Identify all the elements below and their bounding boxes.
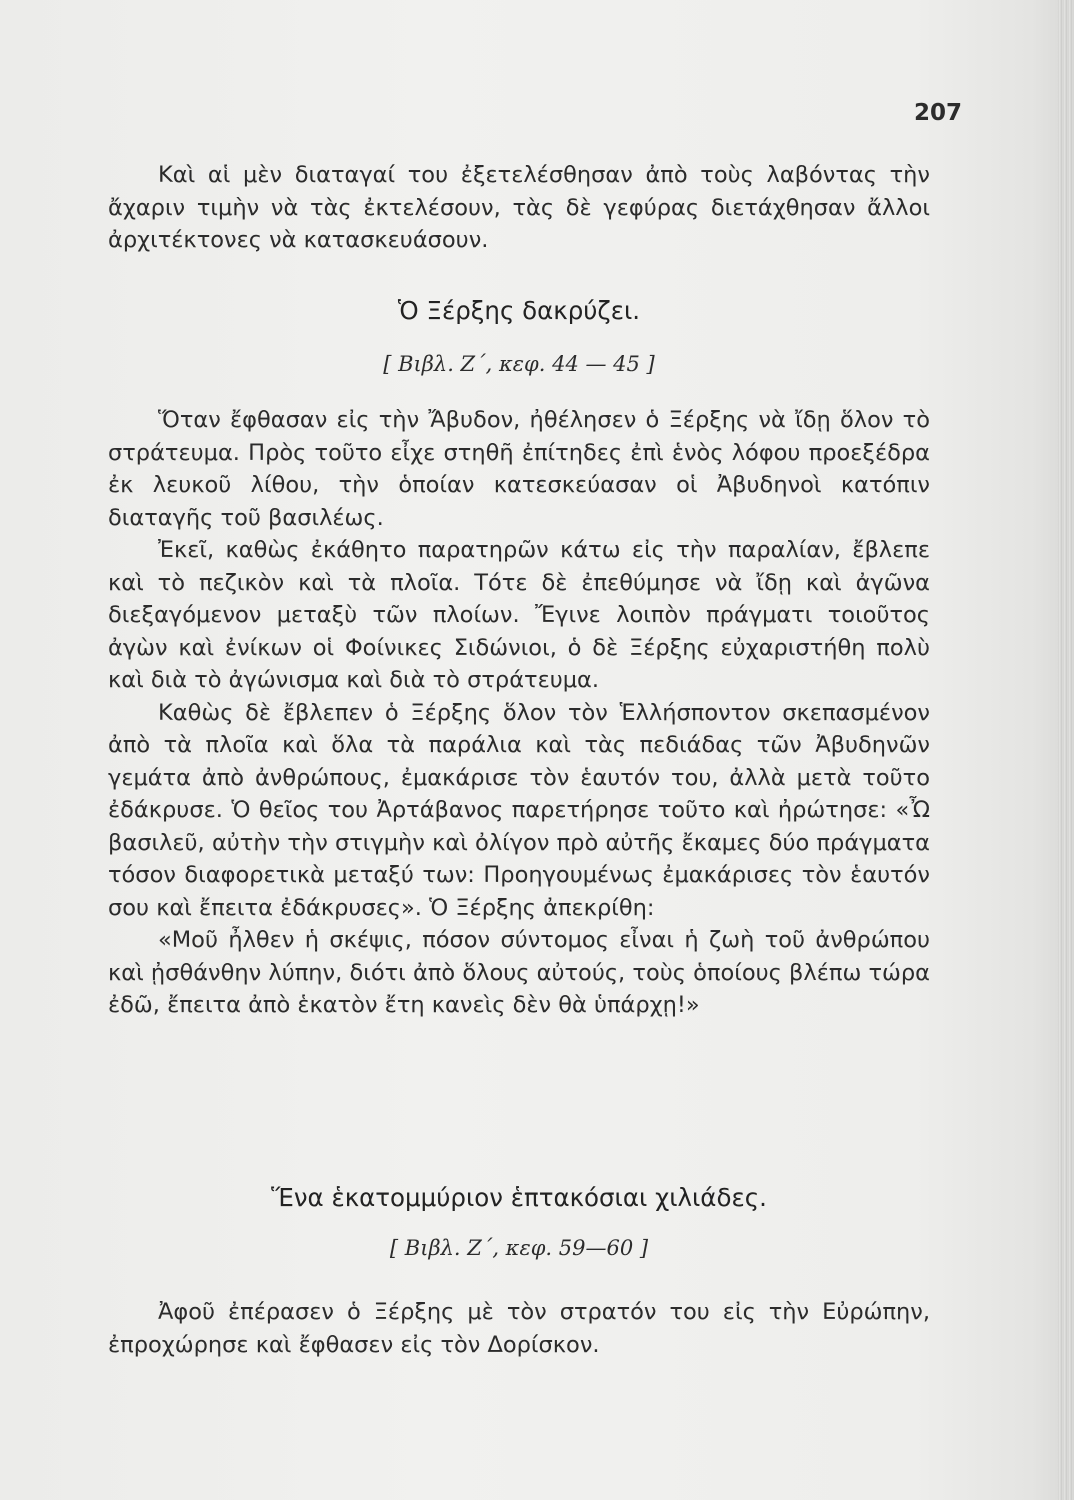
page-edge [1058,0,1074,1500]
page-number: 207 [913,100,962,126]
section-heading-million: Ἕνα ἑκατομμύριον ἑπτακόσιαι χιλιάδες. [271,1183,767,1212]
paragraph: «Μοῦ ἦλθεν ἡ σκέψις, πόσον σύντομος εἶναι ἡ ζωὴ τοῦ ἀνθρώπου καὶ ᾐσθάνθην λύπην, διότι ἀπὸ ὅλους αὐτούς, τοὺς ὁποίους βλέπω τώρα ἐδῶ, ἔπειτα ἀπὸ ἑκατὸν ἔτη κανεὶς δὲν θὰ ὑπάρχῃ!» [108,927,930,1018]
section-body-million [108,1296,930,1361]
paragraph: Ἀφοῦ ἐπέρασεν ὁ Ξέρξης μὲ τὸν στρατόν του εἰς τὴν Εὐρώπην, ἐπροχώρησε καὶ ἔφθασεν εἰς τὸν Δορίσκον. [108,1299,930,1358]
paragraph: Καθὼς δὲ ἔβλεπεν ὁ Ξέρξης ὅλον τὸν Ἑλλήσποντον σκεπασμένον ἀπὸ τὰ πλοῖα καὶ ὅλα τὰ παράλια καὶ τὰς πεδιάδας τῶν Ἀβυδηνῶν γεμάτα ἀπὸ ἀνθρώπους, ἐμακάρισε τὸν ἑαυτόν του, ἀλλὰ μετὰ τοῦτο ἐδάκρυσε. Ὁ θεῖος του Ἀρτάβανος παρετήρησε τοῦτο καὶ ἠρώτησε: «Ὦ βασιλεῦ, αὐτὴν τὴν στιγμὴν καὶ ὀλίγον πρὸ αὐτῆς ἔκαμες δύο πράγματα τόσον διαφορετικὰ μεταξύ των: Προηγουμένως ἐμακάρισες τὸν ἑαυτόν σου καὶ ἔπειτα ἐδάκρυσες». Ὁ Ξέρξης ἀπεκρίθη: [108,699,930,921]
paragraph: Καὶ αἱ μὲν διαταγαί του ἐξετελέσθησαν ἀπὸ τοὺς λαβόντας τὴν ἄχαριν τιμὴν νὰ τὰς ἐκτελέσουν, τὰς δὲ γεφύρας διετάχθησαν ἄλλοι ἀρχιτέκτονες νὰ κατασκευάσουν. [108,162,930,253]
section-reference: [ Βιβλ. Ζ΄, κεφ. 44 — 45 ] [383,352,655,376]
opening-paragraph-block [108,159,930,257]
section-reference: [ Βιβλ. Ζ΄, κεφ. 59—60 ] [389,1236,649,1260]
section-body-xerxes-weeps [108,404,930,1022]
paragraph: Ἐκεῖ, καθὼς ἐκάθητο παρατηρῶν κάτω εἰς τὴν παραλίαν, ἔβλεπε καὶ τὸ πεζικὸν καὶ τὰ πλοῖα. Τότε δὲ ἐπεθύμησε νὰ ἴδῃ καὶ ἀγῶνα διεξαγόμενον μεταξὺ τῶν πλοίων. Ἔγινε λοιπὸν πράγματι τοιοῦτος ἀγὼν καὶ ἐνίκων οἱ Φοίνικες Σιδώνιοι, ὁ δὲ Ξέρξης εὐχαριστήθη πολὺ καὶ διὰ τὸ ἀγώνισμα καὶ διὰ τὸ στράτευμα. [108,537,930,693]
paragraph: Ὅταν ἔφθασαν εἰς τὴν Ἄβυδον, ἠθέλησεν ὁ Ξέρξης νὰ ἴδῃ ὅλον τὸ στράτευμα. Πρὸς τοῦτο εἶχε στηθῆ ἐπίτηδες ἐπὶ ἑνὸς λόφου προεξέδρα ἐκ λευκοῦ λίθου, τὴν ὁποίαν κατεσκεύασαν οἱ Ἀβυδηνοὶ κατόπιν διαταγῆς τοῦ βασιλέως. [108,407,930,531]
section-heading-xerxes-weeps: Ὁ Ξέρξης δακρύζει. [397,296,641,325]
